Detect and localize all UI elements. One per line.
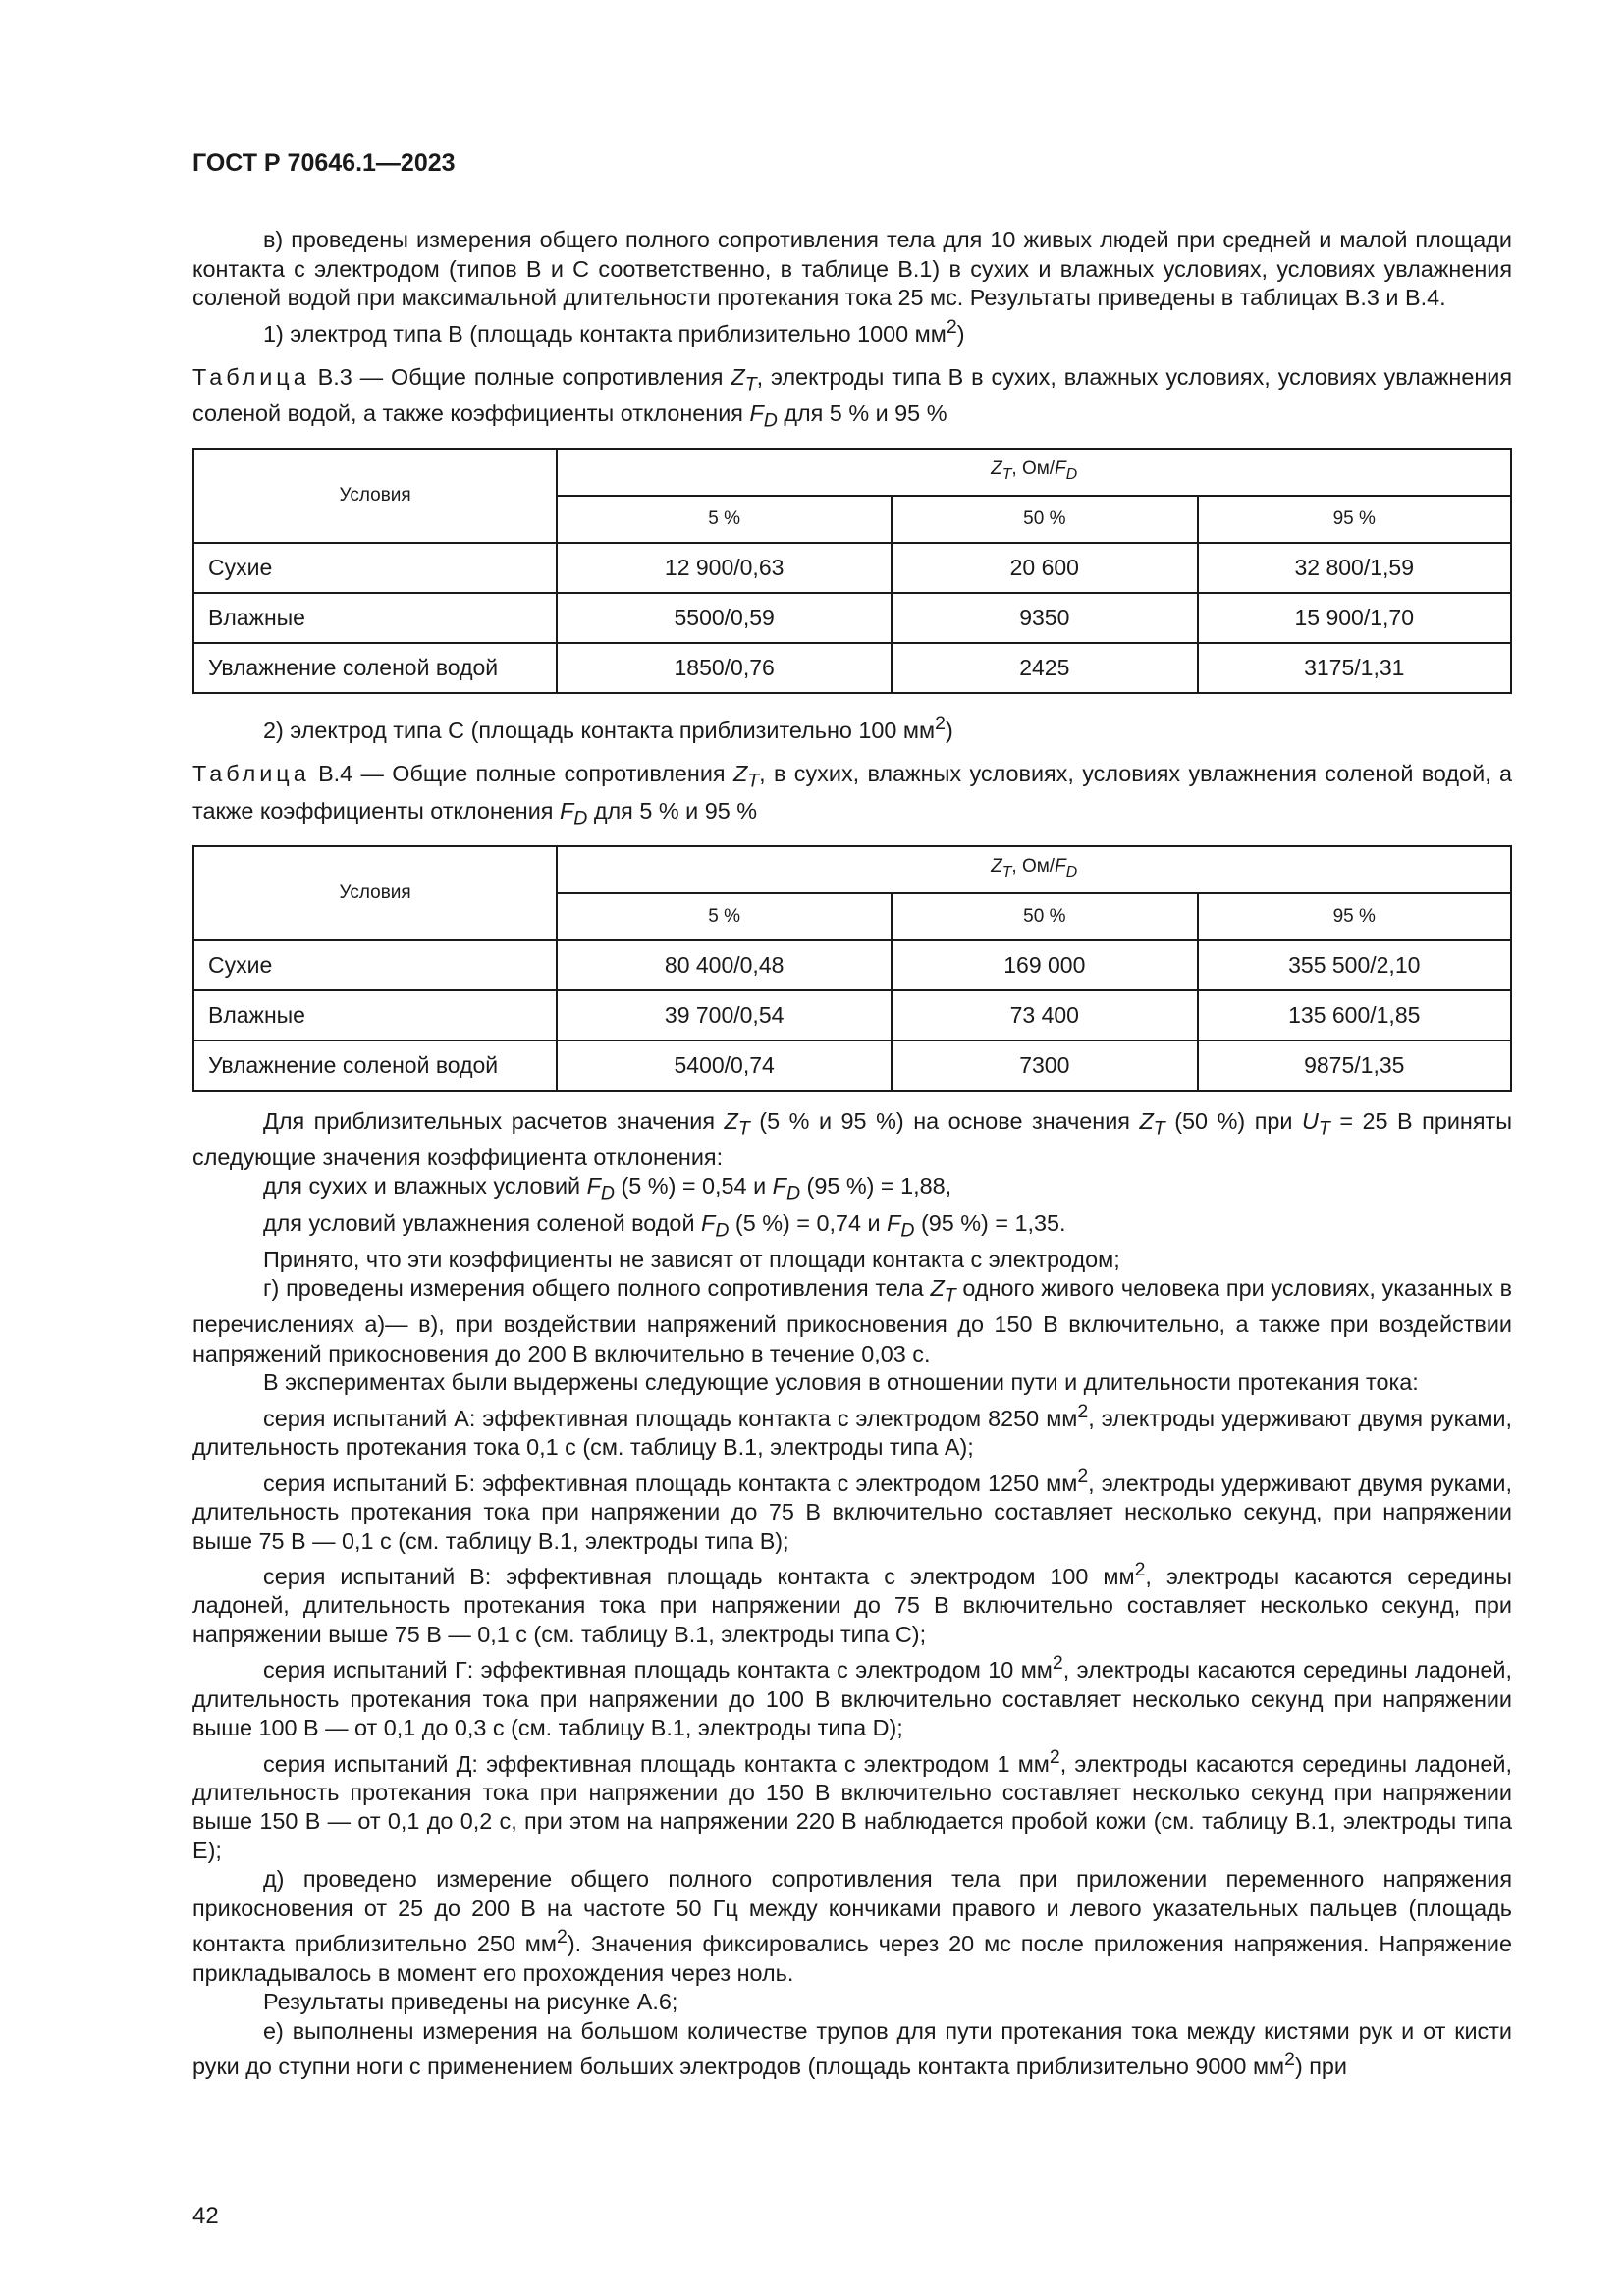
dry-wet-line: для сухих и влажных условий $F_D$ (5 %) = 0,54 и $F_D$ (95 %) = 1,88, (263, 1173, 952, 1205)
table-header-5: 5 % (557, 496, 892, 543)
electrode-b-line: 1) электрод типа B (площадь контакта приблизительно 1000 $мм^2$) (263, 315, 965, 347)
table-b4-caption: Таблица B.4 — Общие полные сопротивления $Z_T$, в сухих, влажных условиях, условиях увлажнения соленой водой, а также коэффициенты отклонения $F_D$ для 5 % и 95 % (192, 761, 1512, 829)
table-row: Влажные 5500/0,59 9350 15 900/1,70 (193, 593, 1511, 643)
table-b4 (192, 845, 1512, 1092)
approx-paragraph: Для приблизительных расчетов значения $Z_T$ (5 % и 95 %) на основе значения $Z_T$ (50 %) при $U_T = 25$ В приняты следующие значения коэффициента отклонения: (192, 1107, 1513, 1170)
series-d: серия испытаний Д: эффективная площадь контакта с электродом 1 $мм^2$, электроды касаются середины ладоней, длительность протекания тока при напряжении до 150 В включительно составляет несколько секунд при напряжении выше 150 В — от 0,1 до 0,2 с, при этом на напряжении 220 В наблюдается пробой кожи (см. таблицу B.1, электроды типа E); (192, 1745, 1512, 1863)
table-row: Влажные 39 700/0,54 73 400 135 600/1,85 (193, 990, 1511, 1041)
table-row: Сухие 12 900/0,63 20 600 32 800/1,59 (193, 543, 1511, 593)
table-row: Увлажнение соленой водой 1850/0,76 2425 3175/1,31 (193, 643, 1511, 693)
paragraph-e: е) выполнены измерения на большом количестве трупов для пути протекания тока между кистями рук и от кисти руки до ступни ноги с применением больших электродов (площадь контакта приблизительно 9000 $мм^2$) при (192, 2017, 1512, 2080)
table-header-95: 95 % (1198, 893, 1511, 940)
series-g: серия испытаний Г: эффективная площадь контакта с электродом 10 $мм^2$, электроды касаются середины ладоней, длительность протекания тока при напряжении до 100 В включительно составляет несколько секунд при напряжении выше 100 В — от 0,1 до 0,3 с (см. таблицу B.1, электроды типа D); (192, 1652, 1512, 1741)
series-a: серия испытаний А: эффективная площадь контакта с электродом 8250 $мм^2$, электроды удерживают двумя руками, длительность протекания тока 0,1 с (см. таблицу B.1, электроды типа A); (192, 1400, 1512, 1461)
document-header: ГОСТ Р 70646.1—2023 (192, 149, 456, 177)
table-header-50: 50 % (892, 496, 1197, 543)
paragraph-d: д) проведено измерение общего полного сопротивления тела при приложении переменного напряжения прикосновения от 25 до 200 В на частоте 50 Гц между кончиками правого и левого указательных пальцев (площадь контакта приблизительно 250 $мм^2$). Значения фиксировались через 20 мс после приложения напряжения. Напряжение прикладывалось в момент его прохождения через ноль. (192, 1866, 1512, 1986)
table-b3 (192, 448, 1512, 694)
paragraph-v: в) проведены измерения общего полного сопротивления тела для 10 живых людей при средней и малой площади контакта с электродом (типов B и C соответственно, в таблице B.1) в сухих и влажных условиях, условиях увлажнения соленой водой при максимальной длительности протекания тока 25 мс. Результаты приведены в таблицах B.3 и B.4. (192, 227, 1512, 310)
table-header-zt: $Z_T$, $Ом/F_D$ (557, 846, 1511, 893)
salt-line: для условий увлажнения соленой водой $F_D$ (5 %) = 0,74 и $F_D$ (95 %) = 1,35. (263, 1209, 1066, 1242)
paragraph-g: г) проведены измерения общего полного сопротивления тела $Z_T$ одного живого человека при условиях, указанных в перечислениях а)— в), при воздействии напряжений прикосновения до 150 В включительно, а также при воздействии напряжений прикосновения до 200 В включительно в течение 0,03 с. (192, 1275, 1512, 1366)
document-body (192, 226, 1512, 2082)
results-figure-line: Результаты приведены на рисунке А.6; (263, 1989, 678, 2015)
table-header-zt: $Z_T$, $Ом/F_D$ (557, 449, 1511, 496)
table-b3-caption: Таблица B.3 — Общие полные сопротивления $Z_T$, электроды типа B в сухих, влажных условиях, условиях увлажнения соленой водой, а также коэффициенты отклонения $F_D$ для 5 % и 95 % (192, 363, 1512, 432)
table-row: Сухие 80 400/0,48 169 000 355 500/2,10 (193, 940, 1511, 990)
table-header-conditions: Условия (193, 449, 557, 543)
page-number: 42 (192, 2203, 219, 2229)
experiments-line: В экспериментах были выдержены следующие условия в отношении пути и длительности протекания тока: (263, 1369, 1419, 1396)
assumed-line: Принято, что эти коэффициенты не зависят от площади контакта с электродом; (263, 1246, 1120, 1272)
electrode-c-line: 2) электрод типа C (площадь контакта приблизительно 100 $мм^2$) (263, 713, 953, 743)
table-header-5: 5 % (557, 893, 892, 940)
table-row: Увлажнение соленой водой 5400/0,74 7300 9875/1,35 (193, 1041, 1511, 1091)
series-v: серия испытаний В: эффективная площадь контакта с электродом 100 $мм^2$, электроды касаются середины ладоней, длительность протекания тока при напряжении до 75 В включительно составляет несколько секунд, при напряжении выше 75 В — 0,1 с (см. таблицу B.1, электроды типа C); (192, 1559, 1512, 1647)
table-header-conditions: Условия (193, 846, 557, 940)
table-header-50: 50 % (892, 893, 1197, 940)
series-b: серия испытаний Б: эффективная площадь контакта с электродом 1250 $мм^2$, электроды удерживают двумя руками, длительность протекания тока при напряжении до 75 В включительно составляет несколько секунд, при напряжении выше 75 В — 0,1 с (см. таблицу B.1, электроды типа B); (192, 1465, 1512, 1554)
table-header-95: 95 % (1198, 496, 1511, 543)
